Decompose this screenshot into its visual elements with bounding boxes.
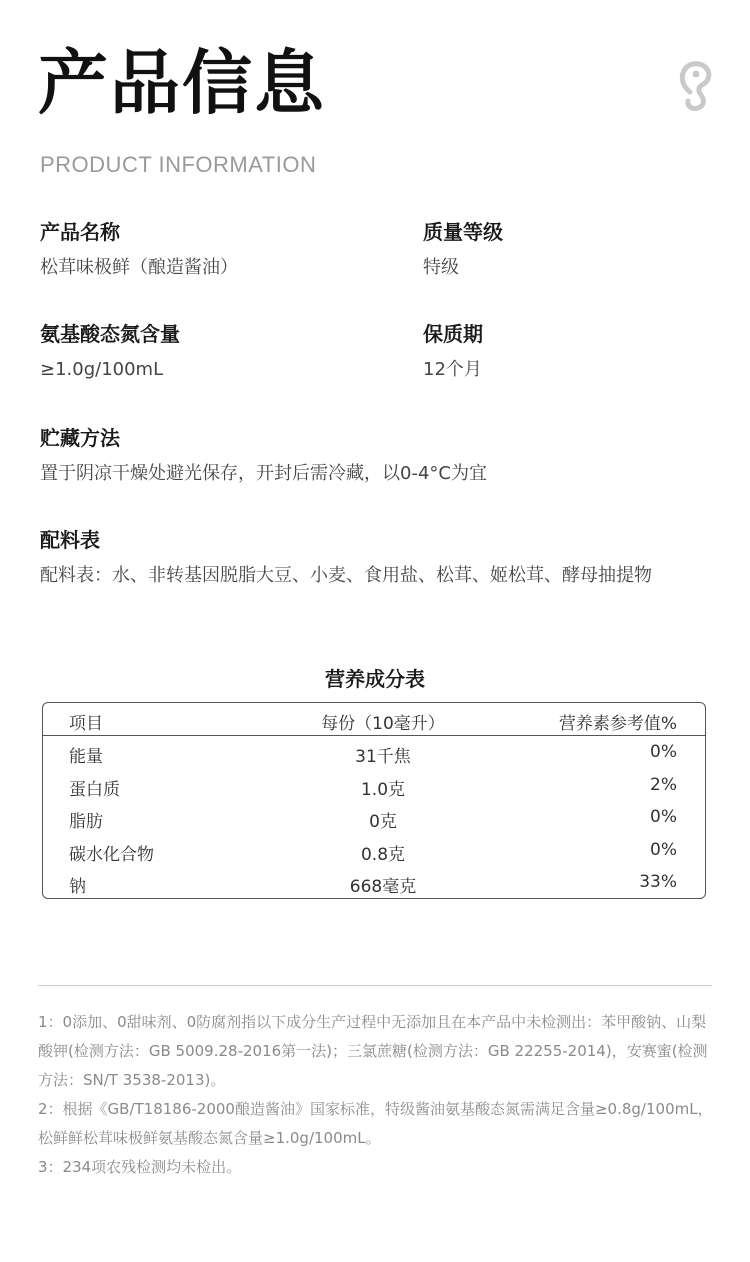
row-item: 碳水化合物 xyxy=(69,844,154,865)
quality-grade-label: 质量等级 xyxy=(423,220,503,244)
row-nrv: 0% xyxy=(650,839,677,860)
shelf-life-label: 保质期 xyxy=(423,322,483,346)
table-row xyxy=(43,736,705,769)
footnote-2: 2：根据《GB/T18186-2000酿造酱油》国家标准，特级酱油氨基酸态氮需满足含量≥0.8g/100mL，松鲜鲜松茸味极鲜氨基酸态氮含量≥1.0g/100mL。 xyxy=(38,1100,713,1147)
footnote-3: 3：234项农残检测均未检出。 xyxy=(38,1158,242,1176)
page-subtitle: PRODUCT INFORMATION xyxy=(40,152,317,177)
nutrition-title: 营养成分表 xyxy=(325,667,425,691)
amino-nitrogen-label: 氨基酸态氮含量 xyxy=(40,322,180,346)
hook-icon xyxy=(676,58,716,114)
table-row xyxy=(43,769,705,802)
row-amount: 0.8克 xyxy=(360,844,406,865)
amino-nitrogen-field xyxy=(40,321,180,387)
ingredients-field xyxy=(40,527,716,593)
footnote-1: 1：0添加、0甜味剂、0防腐剂指以下成分生产过程中无添加且在本产品中未检测出：苯甲酸钠、山梨酸钾(检测方法：GB 5009.28-2016第一法)；三氯蔗糖(检测方法：GB 22255-2014)，安赛蜜(检测方法：SN/T 3538-2013)。 xyxy=(38,1013,708,1089)
row-item: 脂肪 xyxy=(69,812,103,833)
amino-nitrogen-value: ≥1.0g/100mL xyxy=(40,359,164,380)
row-amount: 0克 xyxy=(369,812,397,833)
row-item: 钠 xyxy=(69,877,86,898)
storage-field xyxy=(40,425,487,491)
quality-grade-value: 特级 xyxy=(423,257,459,278)
storage-value: 置于阴凉干燥处避光保存，开封后需冷藏，以0-4°C为宜 xyxy=(40,463,487,484)
quality-grade-field xyxy=(423,219,503,285)
row-nrv: 2% xyxy=(650,774,677,795)
row-amount: 1.0克 xyxy=(360,779,406,800)
product-name-value: 松茸味极鲜（酿造酱油） xyxy=(40,257,238,278)
row-nrv: 0% xyxy=(650,742,677,762)
page-title: 产品信息 xyxy=(38,42,326,124)
row-nrv: 0% xyxy=(650,807,677,828)
product-name-field xyxy=(40,219,238,285)
row-nrv: 33% xyxy=(639,872,677,893)
header-item: 项目 xyxy=(69,714,103,734)
row-amount: 668毫克 xyxy=(349,877,417,898)
ingredients-label: 配料表 xyxy=(40,528,100,552)
nutrition-table xyxy=(42,702,706,899)
section-divider xyxy=(38,985,712,986)
header-nrv: 营养素参考值% xyxy=(558,714,677,734)
table-row xyxy=(43,834,705,867)
row-item: 能量 xyxy=(69,747,103,767)
header-per-serving: 每份（10毫升） xyxy=(321,714,445,734)
nutrition-table-header xyxy=(43,703,705,736)
storage-label: 贮藏方法 xyxy=(40,426,120,450)
ingredients-value: 配料表：水、非转基因脱脂大豆、小麦、食用盐、松茸、姬松茸、酵母抽提物 xyxy=(40,565,652,586)
table-row xyxy=(43,866,705,899)
row-amount: 31千焦 xyxy=(355,747,411,767)
row-item: 蛋白质 xyxy=(69,779,120,800)
table-row xyxy=(43,801,705,834)
product-name-label: 产品名称 xyxy=(40,220,120,244)
shelf-life-value: 12个月 xyxy=(423,359,482,380)
shelf-life-field xyxy=(423,321,483,387)
footnotes xyxy=(38,1008,718,1182)
